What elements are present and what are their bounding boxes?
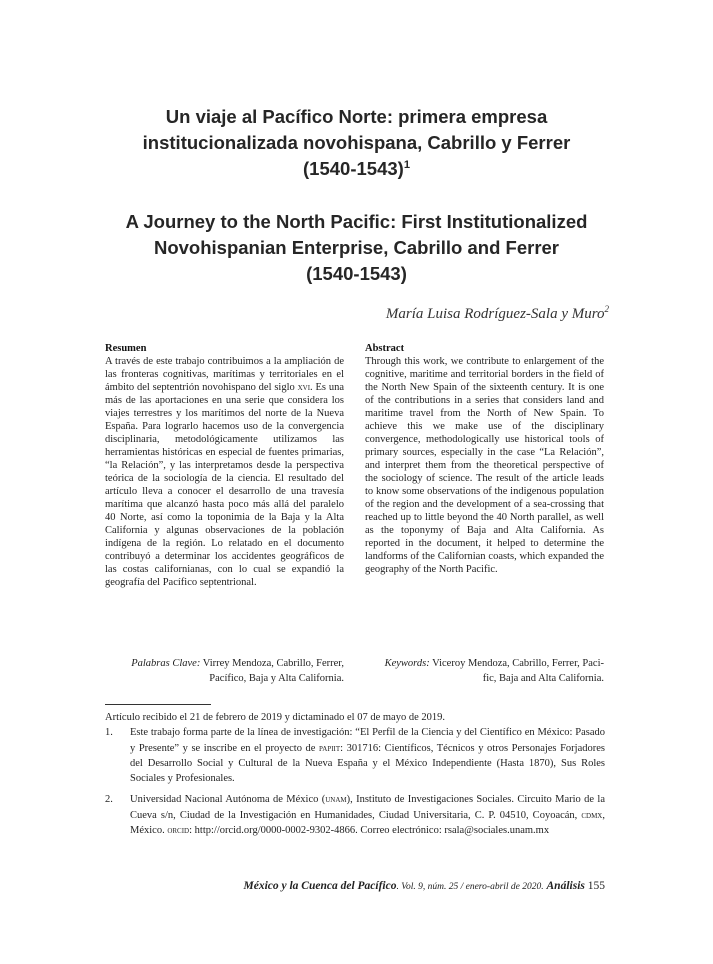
keywords-en-line-2: fic, Baja and Alta California. (482, 673, 604, 684)
fn2-unam: unam (325, 794, 347, 806)
footnote-1-number: 1. (105, 727, 113, 739)
keywords-spanish (105, 656, 344, 686)
resumen-text-part-2: . Es una más de las aportaciones en una serie que considera los viajes terrestres y los marítimos del norte de la Nueva España. Para lograrlo hacemos uso de la convergencia disciplinaria, metodológicamente utilizamos las herramientas históricas en especial de fuentes primarias, “la Relación”, y las interpretamos desde la perspectiva teórica de la sociología de la ciencia. El resultado del artículo lleva a conocer el desarrollo de una travesía marítima que alcanzó hasta poco más allá del paralelo 40 Norte, así como la toponimia de la Baja y la Alta California y algunas observaciones de la población indígena de la región. Lo relatado en el documento contribuyó a determinar los accidentes geográficos de las costas californianas, con lo cual se expandió la geografía del Pacífico septentrional. (105, 382, 344, 588)
received-note: Artículo recibido el 21 de febrero de 2019 y dictaminado el 07 de mayo de 2019. (105, 712, 445, 723)
author-name: María Luisa Rodríguez-Sala y Muro (385, 306, 605, 322)
resumen-text (105, 355, 344, 589)
section-name: Análisis (546, 880, 585, 892)
fn2-part-c: , México. (130, 809, 605, 837)
abstract-section (365, 342, 604, 576)
keywords-es-line-2: Pacífico, Baja y Alta California. (209, 673, 344, 684)
keywords-es-text-1: Virrey Mendoza, Cabrillo, Ferrer, (202, 658, 344, 669)
fn2-part-a: Universidad Nacional Autónoma de México ( (130, 794, 326, 806)
title-es-years: (1540-1543) (303, 158, 404, 179)
fn2-part-d: : http://orcid.org/0000-0002-9302-4866. Correo electrónico: rsala@sociales.unam.mx (189, 825, 550, 837)
footnote-separator (105, 704, 211, 705)
footnote-2-text (130, 792, 605, 838)
title-en-line-2: Novohispanian Enterprise, Cabrillo and Ferrer (153, 237, 560, 258)
footnote-1 (105, 725, 605, 786)
article-title-english (100, 209, 613, 287)
issue-info: . Vol. 9, núm. 25 / enero-abril de 2020. (396, 882, 544, 892)
title-en-line-3: (1540-1543) (306, 263, 407, 284)
keywords-english (365, 656, 604, 686)
title-es-line-2: institucionalizada novohispana, Cabrillo y Ferrer (142, 132, 571, 153)
fn2-orcid-label: orcid (167, 825, 190, 837)
fn1-papiit: papiit (319, 742, 341, 754)
fn2-cdmx: cdmx (581, 809, 603, 821)
fn1-part-a: Este trabajo forma parte de la línea de investigación: “El Perfil de la Ciencia y del Científico en México: Pasado y Presente” y se inscribe en el proyecto de (130, 727, 605, 754)
fn2-part-b: ), Instituto de Investigaciones Sociales. Circuito Mario de la Cueva s/n, Ciudad de la Investigación en Humanidades, Ciudad Universitaria, C. P. 04510, Coyoacán, (130, 794, 605, 821)
title-es-line-3 (100, 156, 613, 182)
footnotes (105, 710, 605, 838)
title-es-line-1: Un viaje al Pacífico Norte: primera empresa (165, 106, 548, 127)
footnote-mark-2[interactable]: 2 (604, 304, 609, 314)
footnote-2 (105, 792, 605, 838)
footnote-2-number: 2. (105, 794, 113, 806)
keywords-en-line-1 (365, 656, 604, 671)
keywords-en-text-1: Viceroy Mendoza, Cabrillo, Ferrer, Paci- (432, 658, 604, 669)
footnote-mark-1[interactable]: 1 (403, 158, 410, 171)
keywords-en-label: Keywords: (384, 658, 430, 669)
footnote-1-text (130, 725, 605, 786)
abstract-text: Through this work, we contribute to enlargement of the cognitive, maritime and territorial borders in the field of the North New Spain of the sixteenth century. It is one of the contributions in a series that considers land and maritime travel from the North of New Spain. To achieve this we make use of the disciplinary convergence, methodologically use historical tools of primary sources, especially in the case “La Relación”, and interpret them from the theoretical perspective of the sociology of science. The result of the article leads to know some observations of the indigenous population of the region and the development of a sea-crossing that reached up to little beyond the 40 North parallel, as well as the toponymy of Baja and Alta California. As reported in the document, it helped to determine the landforms of the Californian coasts, which expanded the geography of the North Pacific. (365, 356, 604, 575)
journal-name: México y la Cuenca del Pacífico (243, 880, 397, 892)
abstract-heading: Abstract (365, 343, 405, 354)
fn1-part-b: : 301716: Científicos, Técnicos y otros Personajes Forjadores del Desarrollo Social y Cultural de la Nueva España y el México Independiente (Hasta 1870), Sus Roles Sociales y Profesionales. (130, 742, 605, 785)
keywords-es-line-1 (105, 656, 344, 671)
page-footer (244, 880, 606, 892)
resumen-heading: Resumen (105, 343, 147, 354)
resumen-century: xvi (297, 382, 311, 393)
title-en-line-1: A Journey to the North Pacific: First Institutionalized (125, 211, 588, 232)
resumen-section (105, 342, 344, 589)
page-number: 155 (587, 880, 605, 892)
keywords-es-label: Palabras Clave: (131, 658, 201, 669)
article-title-spanish (100, 104, 613, 182)
resumen-text-part-1: A través de este trabajo contribuimos a la ampliación de las fronteras cognitivas, marítimas y territoriales en el ámbito del septentrión novohispano del siglo (105, 356, 344, 393)
author-line (386, 306, 609, 323)
